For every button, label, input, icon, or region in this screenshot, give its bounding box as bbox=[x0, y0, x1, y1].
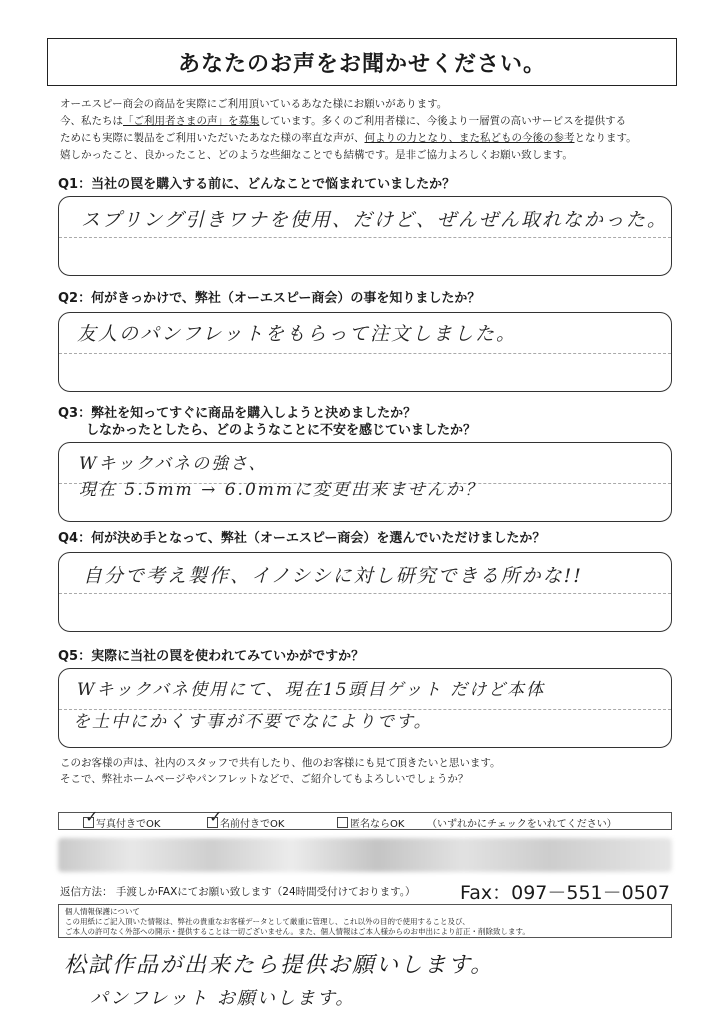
consent-options bbox=[58, 807, 672, 830]
share-request-text bbox=[60, 755, 500, 787]
handwritten-answer: 現在 5.5mm → 6.0mmに変更出来ませんか？ bbox=[79, 480, 485, 500]
answer-box-q4[interactable] bbox=[58, 552, 672, 632]
share-line: そこで、弊社ホームページやパンフレットなどで、ご紹介してもよろしいでしょうか？ bbox=[60, 773, 469, 785]
intro-line bbox=[60, 130, 680, 147]
intro-text: となります。 bbox=[574, 132, 637, 144]
handwritten-answer: Wキックバネの強さ、 bbox=[79, 454, 268, 474]
question-3-line1: Q3：弊社を知ってすぐに商品を購入しようと決めましたか？ bbox=[58, 406, 417, 421]
answer-box-q1[interactable] bbox=[58, 196, 672, 276]
checkbox[interactable] bbox=[207, 817, 218, 828]
handwritten-checkmark: ✓ bbox=[85, 807, 99, 826]
intro-underlined-text: 何よりの力となり、また私どもの今後の参考 bbox=[364, 132, 575, 144]
handwritten-answer: スプリング引きワナを使用、だけど、ぜんぜん取れなかった。 bbox=[81, 209, 668, 231]
intro-text: しています。多くのご利用者様に、今後より一層質の高いサービスを提供する bbox=[259, 115, 627, 127]
checkbox[interactable] bbox=[337, 817, 348, 828]
consent-name-option[interactable] bbox=[207, 815, 284, 830]
intro-text: ためにも実際に製品をご利用いただいたあなた様の率直な声が、 bbox=[60, 132, 365, 144]
handwritten-checkmark: ✓ bbox=[209, 807, 223, 826]
handwritten-answer: を土中にかくす事が不要でなによりです。 bbox=[73, 712, 433, 732]
intro-line: 嬉しかったこと、良かったこと、どのような些細なことでも結構です。是非ご協力よろしくお願い致します。 bbox=[60, 149, 573, 161]
redacted-signature-area bbox=[58, 838, 672, 872]
ruled-line bbox=[59, 237, 671, 238]
ruled-line bbox=[59, 353, 671, 354]
checkbox[interactable] bbox=[83, 817, 94, 828]
intro-line: オーエスピー商会の商品を実際にご利用頂いているあなた様にお願いがあります。 bbox=[60, 98, 448, 110]
question-4-label: Q4：何が決め手となって、弊社（オーエスピー商会）を選んでいただけましたか？ bbox=[58, 531, 546, 546]
reply-method-text: 返信方法： 手渡しかFAXにてお願い致します（24時間受付けております。） bbox=[60, 886, 416, 898]
privacy-line: この用紙にご記入頂いた情報は、弊社の貴重なお客様データとして厳重に管理し、これ以外の目的で使用すること及び、 bbox=[65, 917, 470, 926]
privacy-line: ご本人の許可なく外部への開示・提供することは一切ございません。また、個人情報はご本人様からのお申出により訂正・削除致します。 bbox=[65, 927, 530, 936]
privacy-notice bbox=[58, 904, 672, 938]
handwritten-note: 松試作品が出来たら提供お願いします。 bbox=[64, 953, 495, 978]
answer-box-q5[interactable] bbox=[58, 668, 672, 748]
privacy-heading: 個人情報保護について bbox=[65, 907, 140, 916]
intro-text: 今、私たちは bbox=[60, 115, 123, 127]
question-3-line2: しなかったとしたら、どのようなことに不安を感じていましたか？ bbox=[86, 423, 477, 438]
answer-box-q3[interactable] bbox=[58, 442, 672, 522]
consent-photo-label: 写真付きでOK bbox=[96, 819, 161, 830]
intro-line bbox=[60, 113, 680, 130]
question-3-label bbox=[58, 405, 476, 439]
question-5-label: Q5：実際に当社の罠を使われてみていかがですか？ bbox=[58, 649, 365, 664]
ruled-line bbox=[59, 593, 671, 594]
consent-name-label: 名前付きでOK bbox=[220, 819, 285, 830]
title-banner bbox=[47, 38, 677, 86]
page-title: あなたのお声をお聞かせください。 bbox=[177, 51, 546, 77]
question-1-label: Q1：当社の罠を購入する前に、どんなことで悩まれていましたか？ bbox=[58, 177, 456, 192]
reply-info bbox=[60, 880, 672, 904]
consent-photo-option[interactable] bbox=[83, 815, 160, 830]
handwritten-note: パンフレット お願いします。 bbox=[90, 988, 356, 1009]
intro-underlined-text: 「ご利用者さまの声」を募集 bbox=[123, 115, 260, 127]
consent-anonymous-option[interactable] bbox=[337, 815, 404, 830]
handwritten-answer: Wキックバネ使用にて、現在15頭目ゲット だけど本体 bbox=[77, 680, 546, 700]
consent-anonymous-label: 匿名ならOK bbox=[350, 819, 405, 830]
share-line: このお客様の声は、社内のスタッフで共有したり、他のお客様にも見て頂きたいと思います。 bbox=[60, 757, 501, 769]
fax-number: Fax：097－551－0507 bbox=[460, 882, 670, 904]
question-2-label: Q2：何がきっかけで、弊社（オーエスピー商会）の事を知りましたか？ bbox=[58, 291, 481, 306]
handwritten-answer: 友人のパンフレットをもらって注文しました。 bbox=[77, 323, 518, 345]
handwritten-answer: 自分で考え製作、イノシシに対し研究できる所かな!! bbox=[83, 565, 583, 587]
consent-instruction: （いずれかにチェックをいれてください） bbox=[427, 819, 617, 830]
intro-paragraph bbox=[60, 96, 680, 164]
answer-box-q2[interactable] bbox=[58, 312, 672, 392]
